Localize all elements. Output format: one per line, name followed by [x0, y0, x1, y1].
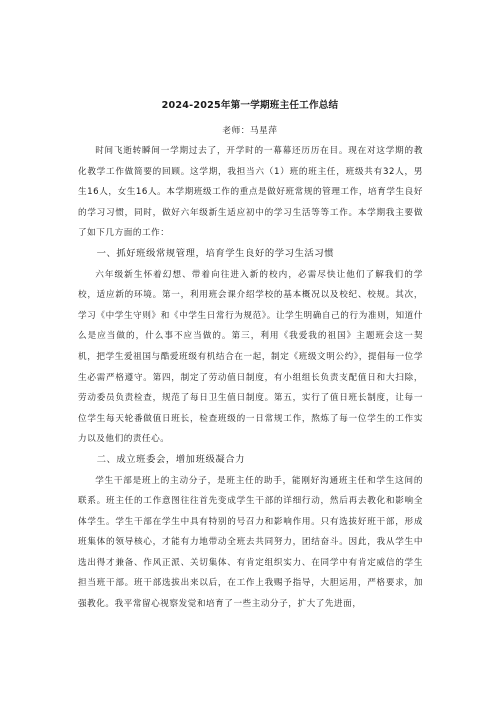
- document-title: 2024-2025年第一学期班主任工作总结: [161, 100, 339, 111]
- intro-paragraph: 时间飞逝转瞬间一学期过去了，开学时的一幕幕还历历在目。现在对这学期的教化教学工作做简要的回顾。这学期，我担当六（1）班的班主任，班级共有32人，男生16人，女生16人。本学期班级工作的重点是做好班常规的管理工作，培育学生良好的学习习惯，同时，做好六年级新生适应初中的学习生活等等工作。本学期我主要做了如下几方面的工作：: [78, 146, 423, 239]
- document-author: 老师：马星萍: [222, 126, 278, 136]
- section-heading-2: 二、成立班委会，增加班级凝合力: [96, 453, 246, 465]
- section-1-paragraph: 六年级新生怀着幻想、带着向往进入新的校内，必需尽快让他们了解我们的学校，适应新的环境。第一，利用班会课介绍学校的基本概况以及校纪、校规。其次，学习《中学生守则》和《中学生日常行为规范》。让学生明确自己的行为准则，知道什么是应当做的，什么事不应当做的。第三，利用《我爱我的祖国》主题班会这一契机，把学生爱祖国与酷爱班级有机结合在一起，制定《班级文明公约》，提倡每一位学生必需严格遵守。第四，制定了劳动值日制度，有小组组长负责支配值日和大扫除，劳动委员负责检查，规范了每日卫生值日制度。第五，实行了值日班长制度，让每一位学生每天轮番做值日班长，检查班级的一日常规工作，熬炼了每一位学生的工作实力以及他们的责任心。: [78, 269, 423, 445]
- section-heading-1: 一、抓好班级常规管理，培育学生良好的学习生活习惯: [96, 247, 335, 259]
- section-2-paragraph: 学生干部是班上的主动分子，是班主任的助手，能刚好沟通班主任和学生这间的联系。班主任的工作意图往往首先变成学生干部的详细行动，然后再去教化和影响全体学生。学生干部在学生中具有特别的号召力和影响作用。只有选拔好班干部，形成班集体的领导核心，才能有力地带动全班去共同努力，团结奋斗。因此，我从学生中选出得才兼备、作风正派、关切集体、有肯定组织实力、在同学中有肯定威信的学生担当班干部。班干部选拔出来以后，在工作上我赐予指导，大胆运用，严格要求，加强教化。我平常留心视察发觉和培育了一些主动分子，扩大了先进面，: [78, 475, 423, 610]
- document-body: [78, 141, 423, 615]
